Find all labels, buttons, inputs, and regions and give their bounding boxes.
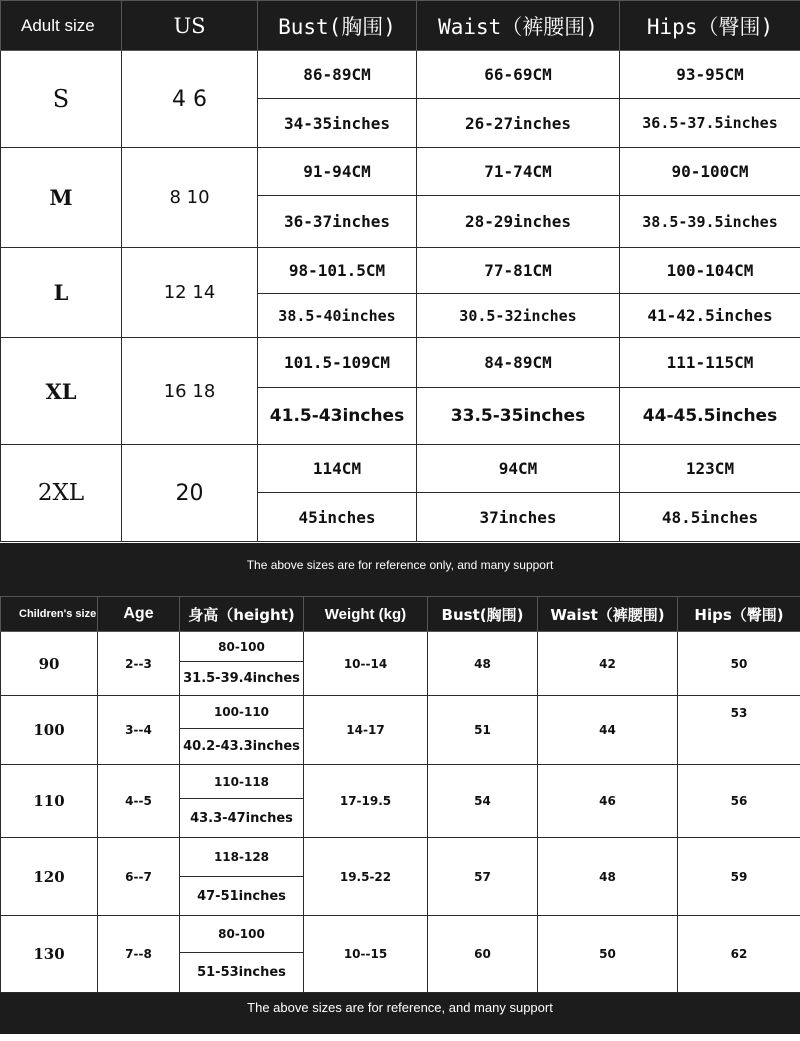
height-in-cell: 31.5-39.4inches: [180, 662, 304, 696]
table-row: [1, 632, 800, 662]
weight-cell: 19.5-22: [304, 838, 428, 916]
header-weight: Weight (kg): [304, 597, 428, 632]
table-row: [1, 765, 800, 799]
waist-in-cell: 26-27inches: [417, 99, 620, 148]
hips-in-cell: 38.5-39.5inches: [620, 196, 800, 248]
waist-cell: 44: [538, 696, 678, 765]
hips-cm-cell: 111-115CM: [620, 338, 800, 388]
waist-cm-cell: 71-74CM: [417, 148, 620, 196]
table-row: [1, 248, 800, 294]
height-in-cell: 51-53inches: [180, 953, 304, 993]
bust-in-cell: 36-37inches: [258, 196, 417, 248]
hips-cell: 59: [678, 838, 800, 916]
bust-cm-cell: 91-94CM: [258, 148, 417, 196]
size-cell: 2XL: [1, 445, 122, 542]
header-hips: Hips（臀围): [620, 1, 800, 51]
waist-cm-cell: 66-69CM: [417, 51, 620, 99]
bust-cell: 57: [428, 838, 538, 916]
adult-reference-note: The above sizes are for reference only, and many support: [0, 543, 800, 596]
hips-cell: 56: [678, 765, 800, 838]
us-size-cell: 4 6: [122, 51, 258, 148]
us-size-cell: 16 18: [122, 338, 258, 445]
height-in-cell: 40.2-43.3inches: [180, 729, 304, 765]
size-cell: M: [1, 148, 122, 248]
bust-cell: 48: [428, 632, 538, 696]
hips-cm-cell: 90-100CM: [620, 148, 800, 196]
children-size-cell: 130: [1, 916, 98, 993]
hips-cell: 62: [678, 916, 800, 993]
hips-cell: 53: [678, 696, 800, 765]
bust-in-cell: 38.5-40inches: [258, 294, 417, 338]
height-in-cell: 43.3-47inches: [180, 799, 304, 838]
height-cm-cell: 80-100: [180, 916, 304, 953]
waist-cm-cell: 77-81CM: [417, 248, 620, 294]
children-size-cell: 110: [1, 765, 98, 838]
header-hips: Hips（臀围): [678, 597, 800, 632]
us-size-cell: 20: [122, 445, 258, 542]
table-row: [1, 916, 800, 953]
age-cell: 7--8: [98, 916, 180, 993]
header-waist: Waist（裤腰围): [538, 597, 678, 632]
bust-cm-cell: 98-101.5CM: [258, 248, 417, 294]
hips-in-cell: 36.5-37.5inches: [620, 99, 800, 148]
waist-cell: 50: [538, 916, 678, 993]
hips-in-cell: 48.5inches: [620, 493, 800, 542]
age-cell: 4--5: [98, 765, 180, 838]
waist-in-cell: 33.5-35inches: [417, 388, 620, 445]
bust-in-cell: 45inches: [258, 493, 417, 542]
hips-cm-cell: 100-104CM: [620, 248, 800, 294]
waist-cm-cell: 84-89CM: [417, 338, 620, 388]
bust-cell: 51: [428, 696, 538, 765]
bust-cell: 54: [428, 765, 538, 838]
age-cell: 6--7: [98, 838, 180, 916]
header-us: US: [122, 1, 258, 51]
waist-cell: 42: [538, 632, 678, 696]
header-age: Age: [98, 597, 180, 632]
children-reference-note: The above sizes are for reference, and many support: [0, 993, 800, 1034]
header-adult-size: Adult size: [1, 1, 122, 51]
table-row: [1, 445, 800, 493]
waist-in-cell: 28-29inches: [417, 196, 620, 248]
us-size-cell: 8 10: [122, 148, 258, 248]
header-bust: Bust(胸围): [258, 1, 417, 51]
height-cm-cell: 100-110: [180, 696, 304, 729]
waist-in-cell: 30.5-32inches: [417, 294, 620, 338]
age-cell: 2--3: [98, 632, 180, 696]
header-bust: Bust(胸围): [428, 597, 538, 632]
height-cm-cell: 118-128: [180, 838, 304, 877]
size-cell: L: [1, 248, 122, 338]
children-size-cell: 120: [1, 838, 98, 916]
height-cm-cell: 80-100: [180, 632, 304, 662]
weight-cell: 10--15: [304, 916, 428, 993]
waist-cell: 46: [538, 765, 678, 838]
header-height: 身高（height): [180, 597, 304, 632]
waist-cm-cell: 94CM: [417, 445, 620, 493]
bust-cm-cell: 114CM: [258, 445, 417, 493]
table-row: [1, 148, 800, 196]
bust-cm-cell: 101.5-109CM: [258, 338, 417, 388]
children-size-cell: 100: [1, 696, 98, 765]
table-row: [1, 696, 800, 729]
size-cell: XL: [1, 338, 122, 445]
hips-in-cell: 44-45.5inches: [620, 388, 800, 445]
bust-cm-cell: 86-89CM: [258, 51, 417, 99]
hips-cell: 50: [678, 632, 800, 696]
weight-cell: 10--14: [304, 632, 428, 696]
table-row: [1, 838, 800, 877]
bust-cell: 60: [428, 916, 538, 993]
height-in-cell: 47-51inches: [180, 877, 304, 916]
waist-cell: 48: [538, 838, 678, 916]
height-cm-cell: 110-118: [180, 765, 304, 799]
hips-cm-cell: 93-95CM: [620, 51, 800, 99]
table-row: [1, 51, 800, 99]
hips-cm-cell: 123CM: [620, 445, 800, 493]
hips-in-cell: 41-42.5inches: [620, 294, 800, 338]
children-header-row: [1, 597, 800, 632]
size-cell: S: [1, 51, 122, 148]
age-cell: 3--4: [98, 696, 180, 765]
bust-in-cell: 34-35inches: [258, 99, 417, 148]
waist-in-cell: 37inches: [417, 493, 620, 542]
weight-cell: 14-17: [304, 696, 428, 765]
adult-header-row: [1, 1, 800, 51]
header-waist: Waist（裤腰围): [417, 1, 620, 51]
table-row: [1, 338, 800, 388]
children-size-cell: 90: [1, 632, 98, 696]
weight-cell: 17-19.5: [304, 765, 428, 838]
us-size-cell: 12 14: [122, 248, 258, 338]
children-size-chart: [0, 596, 800, 993]
header-children-size: Children's size: [1, 597, 98, 632]
bust-in-cell: 41.5-43inches: [258, 388, 417, 445]
